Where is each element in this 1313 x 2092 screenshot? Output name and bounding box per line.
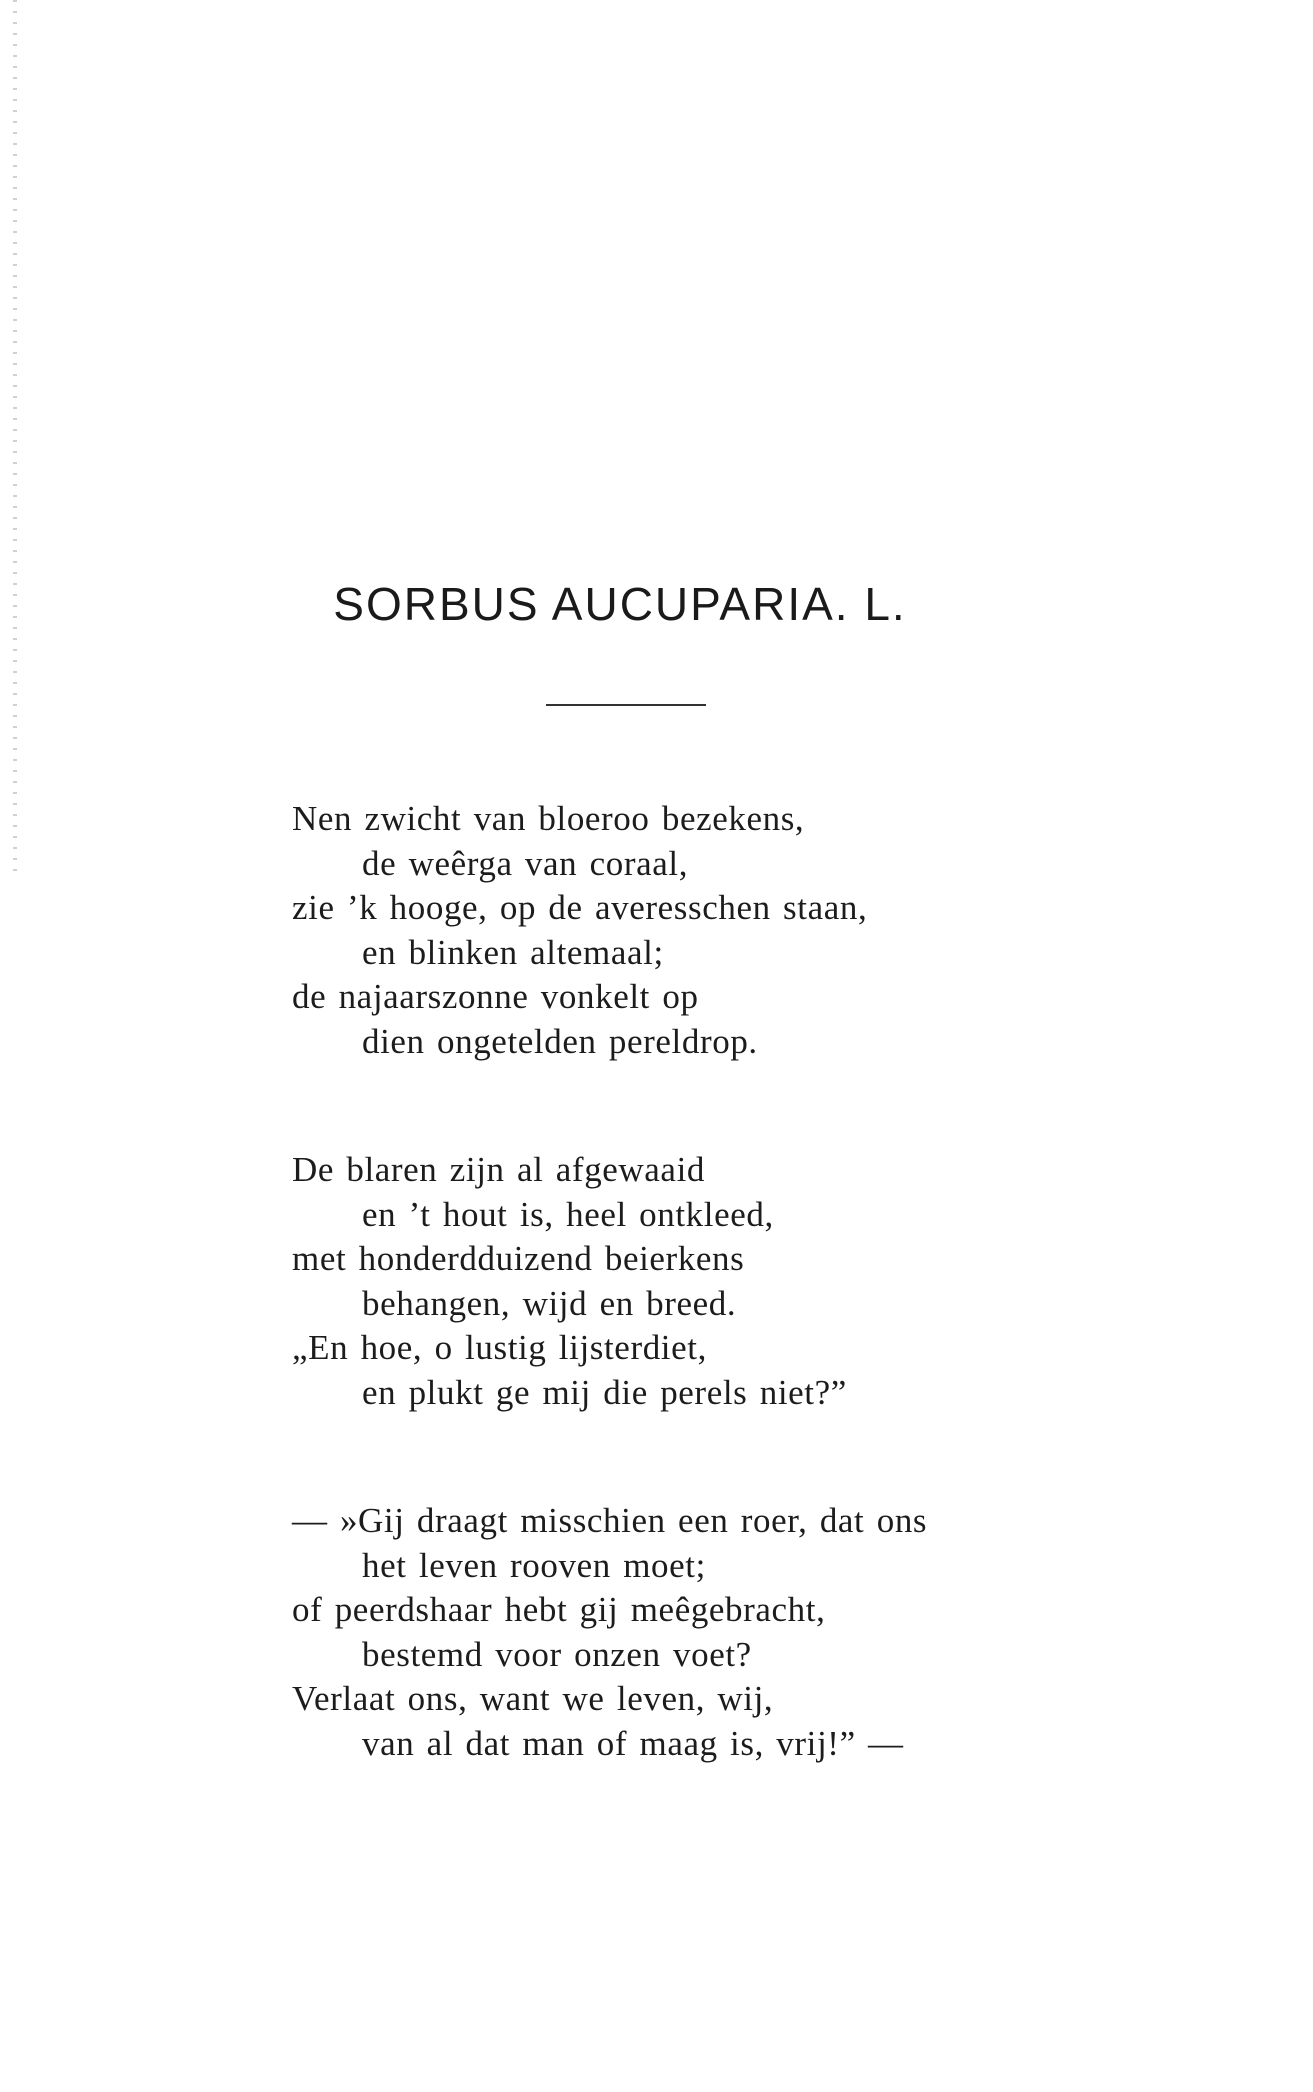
poem-line: en ’t hout is, heel ontkleed, — [362, 1194, 774, 1234]
poem-line: zie ’k hooge, op de averesschen staan, — [292, 888, 868, 927]
poem-line: en blinken altemaal; — [362, 932, 664, 972]
poem-line: van al dat man of maag is, vrij!” — — [362, 1723, 904, 1763]
poem-line: De blaren zijn al afgewaaid — [292, 1150, 705, 1189]
title-divider — [546, 704, 706, 706]
poem-line: behangen, wijd en breed. — [362, 1283, 737, 1323]
poem-line: Nen zwicht van bloeroo bezekens, — [292, 799, 805, 838]
poem-line: met honderdduizend beierkens — [292, 1239, 745, 1278]
poem-title: SORBUS AUCUPARIA. L. — [333, 578, 907, 630]
poem-line: Verlaat ons, want we leven, wij, — [292, 1679, 774, 1718]
poem-line: — »Gij draagt misschien een roer, dat ons — [292, 1501, 928, 1540]
stanza-3 — [292, 1499, 927, 1766]
stanza-2 — [292, 1148, 847, 1415]
poem-line: de najaarszonne vonkelt op — [292, 977, 699, 1016]
poem-line: of peerdshaar hebt gij meêgebracht, — [292, 1590, 826, 1629]
poem-line: en plukt ge mij die perels niet?” — [362, 1372, 847, 1412]
poem-line: het leven rooven moet; — [362, 1545, 706, 1585]
poem-line: dien ongetelden pereldrop. — [362, 1021, 758, 1061]
scan-edge-artifact — [13, 0, 17, 880]
poem-line: de weêrga van coraal, — [362, 843, 689, 883]
poem-line: bestemd voor onzen voet? — [362, 1634, 752, 1674]
poem-line: „En hoe, o lustig lijsterdiet, — [292, 1328, 707, 1367]
stanza-1 — [292, 797, 867, 1064]
